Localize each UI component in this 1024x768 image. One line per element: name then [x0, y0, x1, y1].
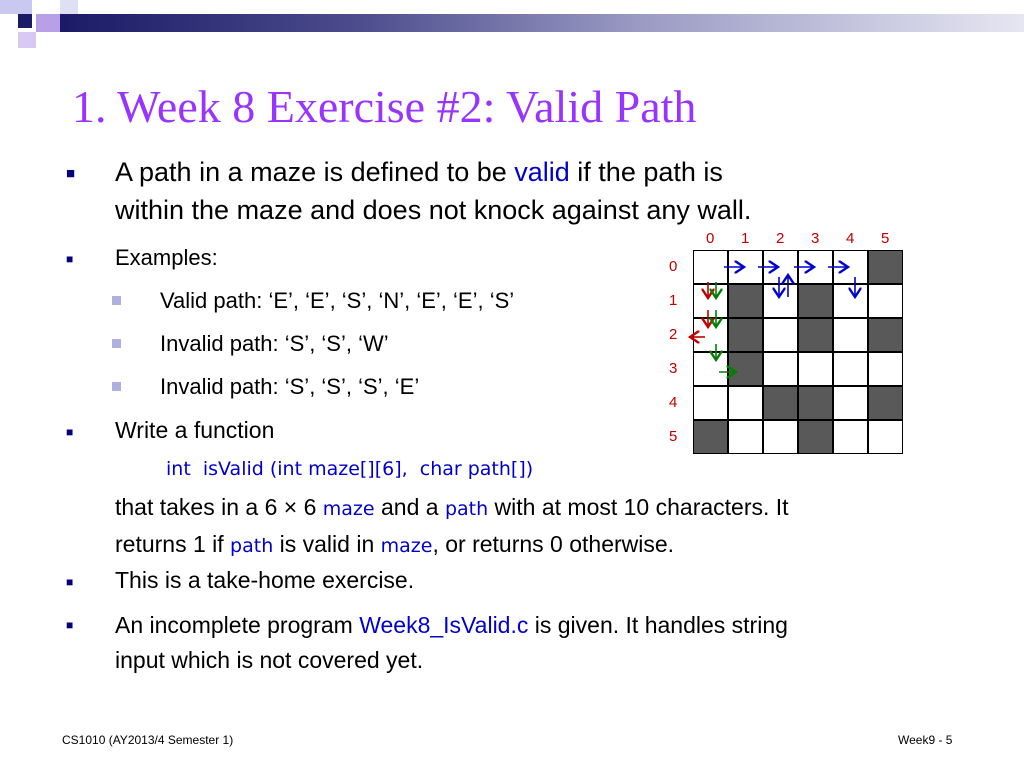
- slide-title: 1. Week 8 Exercise #2: Valid Path: [72, 81, 697, 132]
- maze-column-label: 5: [881, 230, 890, 247]
- examples-label: Examples:: [115, 245, 218, 270]
- maze-column-label: 0: [706, 230, 715, 247]
- maze-row-label: 4: [669, 394, 678, 411]
- bullet-marker: ■: [66, 618, 74, 632]
- footer-course: CS1010 (AY2013/4 Semester 1): [62, 733, 234, 747]
- maze-param: maze: [380, 535, 433, 557]
- bullet-definition: A path in a maze is defined to be valid if the path is within the maze and does not knock against any wall.: [115, 157, 752, 225]
- program-filename: Week8_IsValid.c: [359, 612, 529, 638]
- take-home-note: This is a take-home exercise.: [115, 567, 415, 593]
- example-invalid-2: Invalid path: ‘S’, ‘S’, ‘S’, ‘E’: [160, 374, 420, 399]
- maze-column-label: 3: [811, 230, 820, 247]
- footer-page-number: Week9 - 5: [898, 733, 953, 747]
- bullet-marker: ■: [66, 252, 74, 266]
- bullet-marker: ■: [66, 425, 74, 439]
- function-description: that takes in a 6 × 6 maze and a path with at most 10 characters. It returns 1 if path is valid in maze, or returns 0 otherwise.: [115, 494, 789, 557]
- maze-param: maze: [322, 498, 375, 520]
- maze-row-label: 2: [669, 326, 678, 343]
- maze-column-label: 1: [741, 230, 750, 247]
- example-invalid-1: Invalid path: ‘S’, ‘S’, ‘W’: [160, 331, 389, 356]
- function-signature: int isValid (int maze[][6], char path[]): [166, 458, 534, 480]
- write-function-label: Write a function: [115, 417, 275, 443]
- maze-row-label: 1: [669, 292, 678, 309]
- example-valid: Valid path: ‘E’, ‘E’, ‘S’, ‘N’, ‘E’, ‘E’, ‘S’: [160, 288, 515, 313]
- bullet-marker: ■: [66, 575, 74, 589]
- maze-row-label: 5: [669, 428, 678, 445]
- valid-keyword: valid: [514, 157, 570, 187]
- path-param: path: [230, 535, 274, 557]
- maze-column-label: 4: [846, 230, 855, 247]
- maze-row-label: 0: [669, 258, 678, 275]
- bullet-marker: ■: [66, 165, 76, 182]
- incomplete-program-note: An incomplete program Week8_IsValid.c is given. It handles string input which is not covered yet.: [115, 612, 788, 673]
- maze-column-label: 2: [776, 230, 785, 247]
- maze-row-label: 3: [669, 360, 678, 377]
- path-param: path: [444, 498, 489, 520]
